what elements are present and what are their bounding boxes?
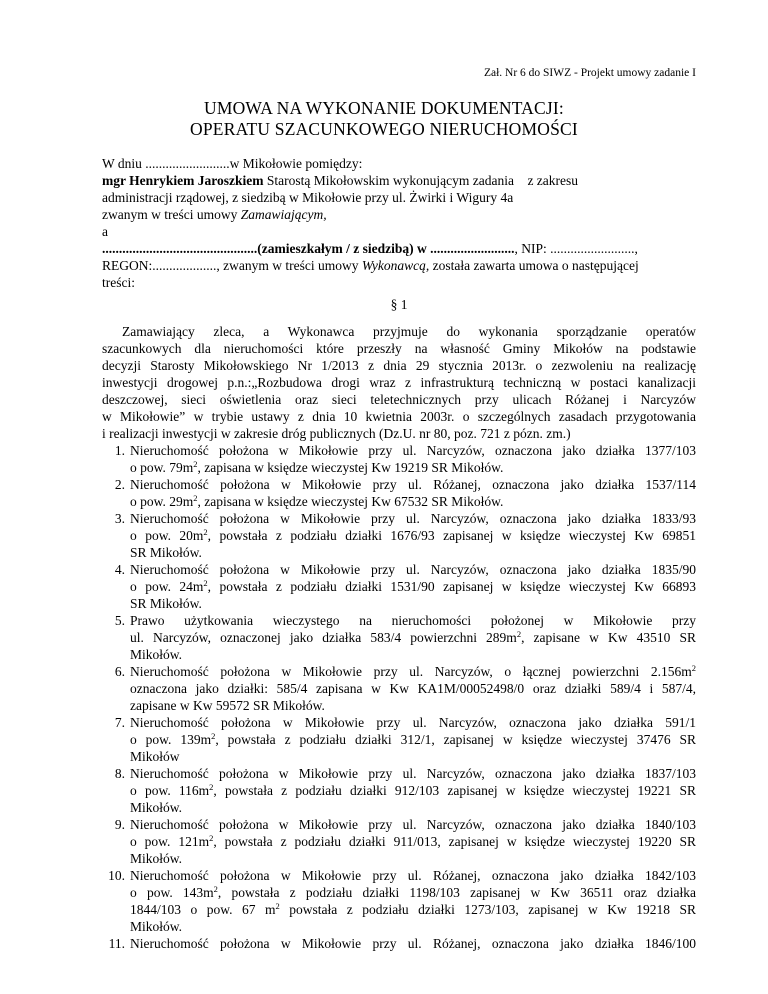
item-line: ul. Narcyzów, oznaczonej jako działka 583/4 powierzchni $289m^2$, zapisane w Kw 43510 SR xyxy=(130,629,696,645)
item-line: o pow. $20m^2$, powstała z podziału działki 1676/93 zapisanej w księdze wieczystej Kw 69851 xyxy=(130,527,696,543)
item-line: Nieruchomość położona w Mikołowie przy ul. Różanej, oznaczona jako działka 1846/100 xyxy=(130,936,696,951)
representative-role: Starostą Mikołowskim wykonującym zadania z zakresu xyxy=(263,173,579,188)
item-line: Mikołów. xyxy=(130,919,183,934)
intro-line: szacunkowych dla nieruchomości które przeszły na własność Gminy Mikołów na podstawie xyxy=(102,341,696,356)
document-title xyxy=(0,98,768,140)
representative-name: mgr Henrykiem Jaroszkiem xyxy=(102,173,264,188)
item-line: Nieruchomość położona w Mikołowie przy ul. Różanej, oznaczona jako działka 1537/114 xyxy=(130,477,696,492)
document-body xyxy=(102,155,696,952)
intro-line: w Mikołowie” w trybie ustawy z dnia 10 kwietnia 2003r. o szczególnych zasadach przygotowania xyxy=(102,409,696,424)
property-item xyxy=(102,612,696,663)
regon-line: REGON:..................., zwanym w treści umowy Wykonawcą, została zawarta umowa o następującej xyxy=(102,258,639,273)
attachment-note: Zał. Nr 6 do SIWZ - Projekt umowy zadanie I xyxy=(483,67,696,79)
item-number: 3. xyxy=(114,511,125,526)
item-number: 7. xyxy=(114,715,125,730)
item-number: 9. xyxy=(114,817,125,832)
client-designation: zwanym w treści umowy Zamawiającym, xyxy=(102,207,327,222)
item-line: Mikołów. xyxy=(130,647,183,662)
item-line: o pow. $139m^2$, powstała z podziału działki 312/1, zapisanej w księdze wieczystej 37476 SR xyxy=(130,731,697,747)
property-item xyxy=(102,867,696,935)
section-heading: § 1 xyxy=(390,297,408,312)
item-line: o pow. $116m^2$, powstała z podziału działki 912/103 zapisanej w księdze wieczystej 19221 SR xyxy=(130,782,697,798)
property-item xyxy=(102,714,696,765)
intro-line: i realizacji inwestycji w zakresie dróg publicznych (Dz.U. nr 80, poz. 721 z pózn. zm.) xyxy=(102,426,571,441)
item-number: 8. xyxy=(114,766,125,781)
intro-paragraph xyxy=(102,323,696,442)
item-line: o pow. $79m^2$, zapisana w księdze wieczystej Kw 19219 SR Mikołów. xyxy=(130,459,504,475)
title-line-2: OPERATU SZACUNKOWEGO NIERUCHOMOŚCI xyxy=(190,119,578,139)
intro-line: deszczowej, sieci oświetlenia oraz sieci teletechnicznych przy ulicach Różanej i Narcyzów xyxy=(102,392,696,407)
item-line: SR Mikołów. xyxy=(130,545,202,560)
item-line: o pow. $121m^2$, powstała z podziału działki 911/013, zapisanej w księdze wieczystej 19220 SR xyxy=(130,833,697,849)
intro-line: decyzji Starosty Mikołowskiego Nr 1/2013 z dnia 29 stycznia 2013r. o zezwoleniu na realizację xyxy=(102,358,696,373)
item-number: 4. xyxy=(114,562,125,577)
contractor-placeholder: ..............................................(zamieszkałym / z siedzibą) w ......................... xyxy=(102,241,515,256)
item-line: o pow. $24m^2$, powstała z podziału działki 1531/90 zapisanej w księdze wieczystej Kw 66893 xyxy=(130,578,696,594)
item-line: Nieruchomość położona w Mikołowie przy ul. Narcyzów, oznaczona jako działka 1835/90 xyxy=(130,562,696,577)
contractor-nip: , NIP: ........................., xyxy=(514,241,638,256)
client-role: Zamawiającym, xyxy=(240,207,327,222)
item-line: Nieruchomość położona w Mikołowie przy ul. Narcyzów, oznaczona jako działka 1837/103 xyxy=(130,766,696,781)
item-number: 1. xyxy=(114,443,125,458)
item-line: Nieruchomość położona w Mikołowie przy ul. Różanej, oznaczona jako działka 1842/103 xyxy=(130,868,696,883)
property-item xyxy=(102,561,696,612)
contractor-role: Wykonawcą, xyxy=(361,258,430,273)
item-line: zapisane w Kw 59572 SR Mikołów. xyxy=(130,698,325,713)
item-number: 10. xyxy=(108,868,125,883)
item-line: Nieruchomość położona w Mikołowie przy ul. Narcyzów, oznaczona jako działka 1377/103 xyxy=(130,443,696,458)
property-item xyxy=(102,765,696,816)
item-line: Nieruchomość położona w Mikołowie przy ul. Narcyzów, oznaczona jako działka 1833/93 xyxy=(130,511,696,526)
intro-line: inwestycji drogowej p.n.:„Rozbudowa drogi wraz z infrastrukturą techniczną w postaci kanalizacji xyxy=(102,375,696,390)
item-line: Nieruchomość położona w Mikołowie przy ul. Narcyzów, o łącznej powierzchni $2.156m^2$ xyxy=(130,663,696,679)
representative-line xyxy=(102,172,696,189)
item-line: 1844/103 o pow. 67 $m^2$ powstała z podziału działki 1273/103, zapisanej w Kw 19218 SR xyxy=(130,901,697,917)
item-number: 11. xyxy=(108,936,125,951)
property-item xyxy=(102,476,696,510)
item-line: oznaczona jako działki: 585/4 zapisana w Kw KA1M/00052498/0 oraz działki 589/4 i 587/4, xyxy=(130,681,696,696)
property-list xyxy=(102,442,696,952)
item-line: Nieruchomość położona w Mikołowie przy ul. Narcyzów, oznaczona jako działka 1840/103 xyxy=(130,817,696,832)
item-number: 2. xyxy=(114,477,125,492)
property-item xyxy=(102,510,696,561)
item-line: Mikołów. xyxy=(130,800,183,815)
item-line: Prawo użytkowania wieczystego na nieruchomości położonej w Mikołowie przy xyxy=(130,613,696,628)
property-item xyxy=(102,935,696,952)
item-line: Nieruchomość położona w Mikołowie przy ul. Narcyzów, oznaczona jako działka 591/1 xyxy=(130,715,696,730)
representative-address: administracji rządowej, z siedzibą w Mikołowie przy ul. Żwirki i Wigury 4a xyxy=(102,190,514,205)
tresci-line: treści: xyxy=(102,275,135,290)
intro-line: Zamawiający zleca, a Wykonawca przyjmuje do wykonania sporządzanie operatów xyxy=(122,324,696,339)
item-number: 5. xyxy=(114,613,125,628)
property-item xyxy=(102,816,696,867)
property-item xyxy=(102,442,696,476)
item-number: 6. xyxy=(114,664,125,679)
item-line: o pow. $143m^2$, powstała z podziału działki 1198/103 zapisanej w Kw 36511 oraz działka xyxy=(130,884,696,900)
parties-date-line: W dniu .........................w Mikołowie pomiędzy: xyxy=(102,156,363,171)
title-line-1: UMOWA NA WYKONANIE DOKUMENTACJI: xyxy=(203,98,564,118)
item-line: o pow. $29m^2$, zapisana w księdze wieczystej Kw 67532 SR Mikołów. xyxy=(130,493,504,509)
property-item xyxy=(102,663,696,714)
item-line: SR Mikołów. xyxy=(130,596,202,611)
item-line: Mikołów. xyxy=(130,851,183,866)
item-line: Mikołów xyxy=(130,749,180,764)
and-line: a xyxy=(102,224,108,239)
contractor-line xyxy=(102,240,696,257)
